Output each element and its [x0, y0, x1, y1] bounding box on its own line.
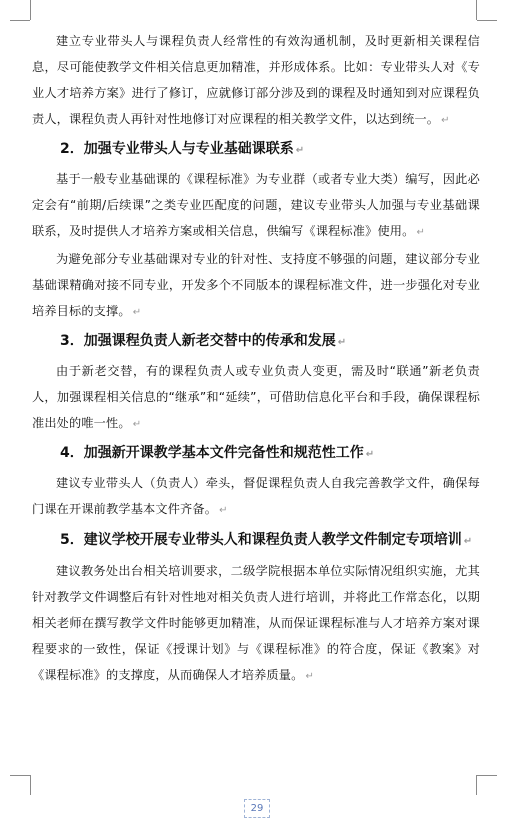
- paragraph-3: 基于一般专业基础课的《课程标准》为专业群（或者专业大类）编写，因此必定会有“前期/后续课”之类专业匹配度的问题，建议专业带头人加强与专业基础课联系，及时提供人才培养方案或相关信息，供编写《课程标准》使用。 ↵: [32, 172, 480, 238]
- crop-mark-bottom-left-h: [10, 775, 30, 776]
- crop-mark-top-left-h: [10, 20, 30, 21]
- crop-mark-bottom-left-v: [30, 775, 31, 795]
- crop-mark-top-left-v: [30, 0, 31, 20]
- paragraph-4: 为避免部分专业基础课对专业的针对性、支持度不够强的问题，建议部分专业基础课精确对接不同专业，开发多个不同版本的课程标准文件，进一步强化对专业培养目标的支撑。 ↵: [32, 252, 480, 318]
- paragraph-1: 建立专业带头人与课程负责人经常性的有效沟通机制，及时更新相关课程信息，尽可能使教学文件相关信息更加精准，并形成体系。比如：专业带头人对《专业人才培养方案》进行了修订，应就修订部分涉及到的课程及时通知到对应课程负责人，课程负责人再针对性地修订对应课程的相关教学文件，以达到统一。 ↵: [32, 34, 480, 126]
- paragraph-6: 建议专业带头人（负责人）牵头，督促课程负责人自我完善教学文件，确保每门课在开课前教学基本文件齐备。 ↵: [32, 476, 480, 516]
- heading-4: 4．加强新开课教学基本文件完备性和规范性工作 ↵: [60, 445, 375, 461]
- document-body: [32, 28, 480, 690]
- heading-5: 5．建议学校开展专业带头人和课程负责人教学文件制定专项培训 ↵: [60, 532, 473, 548]
- crop-mark-bottom-right-v: [476, 775, 477, 795]
- crop-mark-top-right-v: [476, 0, 477, 20]
- paragraph-5: 由于新老交替，有的课程负责人或专业负责人变更，需及时“联通”新老负责人，加强课程相关信息的“继承”和“延续”，可借助信息化平台和手段，确保课程标准出处的唯一性。 ↵: [32, 364, 480, 430]
- paragraph-7: 建议教务处出台相关培训要求，二级学院根据本单位实际情况组织实施，尤其针对教学文件调整后有针对性地对相关负责人进行培训，并将此工作常态化，以期相关老师在撰写教学文件时能够更加精准，从而保证课程标准与人才培养方案对课程要求的一致性，保证《授课计划》与《课程标准》的符合度，保证《教案》对《课程标准》的支撑度，从而确保人才培养质量。 ↵: [32, 564, 480, 682]
- page-number: 29: [244, 799, 270, 818]
- heading-2: 2．加强专业带头人与专业基础课联系 ↵: [60, 141, 305, 157]
- crop-mark-bottom-right-h: [477, 775, 497, 776]
- crop-mark-top-right-h: [477, 20, 497, 21]
- heading-3: 3．加强课程负责人新老交替中的传承和发展 ↵: [60, 333, 347, 349]
